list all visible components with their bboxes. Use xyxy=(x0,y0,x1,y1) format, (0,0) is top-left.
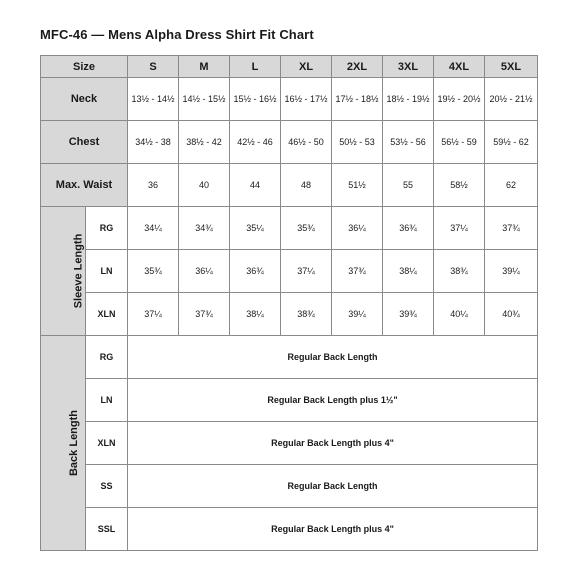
neck-value: 19½ - 20½ xyxy=(434,78,485,121)
size-header-m: M xyxy=(179,56,230,78)
waist-value: 40 xyxy=(179,164,230,207)
sleeve-sub-label: LN xyxy=(86,250,128,293)
chest-label: Chest xyxy=(41,121,128,164)
sleeve-value: 35¼ xyxy=(230,207,281,250)
sleeve-value: 39¼ xyxy=(485,250,538,293)
sleeve-value: 34¼ xyxy=(128,207,179,250)
neck-value: 20½ - 21½ xyxy=(485,78,538,121)
size-header-4xl: 4XL xyxy=(434,56,485,78)
chart-title: MFC-46 — Mens Alpha Dress Shirt Fit Chart xyxy=(40,27,314,42)
back-sub-label: RG xyxy=(86,336,128,379)
sleeve-value: 37¼ xyxy=(434,207,485,250)
size-header-2xl: 2XL xyxy=(332,56,383,78)
sleeve-value: 40¼ xyxy=(434,293,485,336)
waist-row xyxy=(41,164,538,207)
sleeve-length-label: Sleeve Length xyxy=(72,233,85,309)
back-sub-label: SSL xyxy=(86,508,128,551)
sleeve-value: 38¾ xyxy=(281,293,332,336)
sleeve-row-xln xyxy=(41,293,538,336)
neck-value: 16½ - 17½ xyxy=(281,78,332,121)
neck-value: 15½ - 16½ xyxy=(230,78,281,121)
size-header-row xyxy=(41,56,538,78)
waist-value: 48 xyxy=(281,164,332,207)
sleeve-value: 37¾ xyxy=(179,293,230,336)
size-header-3xl: 3XL xyxy=(383,56,434,78)
sleeve-value: 40¾ xyxy=(485,293,538,336)
neck-value: 17½ - 18½ xyxy=(332,78,383,121)
size-header-5xl: 5XL xyxy=(485,56,538,78)
sleeve-value: 38¾ xyxy=(434,250,485,293)
back-length-group-label xyxy=(41,336,86,551)
back-row-xln xyxy=(41,422,538,465)
sleeve-value: 39¼ xyxy=(332,293,383,336)
waist-value: 51½ xyxy=(332,164,383,207)
waist-value: 58½ xyxy=(434,164,485,207)
sleeve-value: 34¾ xyxy=(179,207,230,250)
size-header-s: S xyxy=(128,56,179,78)
waist-label: Max. Waist xyxy=(41,164,128,207)
back-length-label: Back Length xyxy=(68,409,81,477)
sleeve-sub-label: RG xyxy=(86,207,128,250)
back-sub-label: SS xyxy=(86,465,128,508)
waist-value: 55 xyxy=(383,164,434,207)
chest-value: 59½ - 62 xyxy=(485,121,538,164)
sleeve-value: 36¾ xyxy=(230,250,281,293)
neck-value: 14½ - 15½ xyxy=(179,78,230,121)
chest-row xyxy=(41,121,538,164)
sleeve-value: 36¾ xyxy=(383,207,434,250)
sleeve-sub-label: XLN xyxy=(86,293,128,336)
chest-value: 46½ - 50 xyxy=(281,121,332,164)
neck-value: 13½ - 14½ xyxy=(128,78,179,121)
back-row-ln xyxy=(41,379,538,422)
back-length-value: Regular Back Length xyxy=(128,465,538,508)
sleeve-value: 37¼ xyxy=(281,250,332,293)
back-sub-label: LN xyxy=(86,379,128,422)
neck-row xyxy=(41,78,538,121)
chest-value: 42½ - 46 xyxy=(230,121,281,164)
back-sub-label: XLN xyxy=(86,422,128,465)
chest-value: 34½ - 38 xyxy=(128,121,179,164)
sleeve-value: 37¾ xyxy=(485,207,538,250)
back-row-ss xyxy=(41,465,538,508)
neck-label: Neck xyxy=(41,78,128,121)
chest-value: 50½ - 53 xyxy=(332,121,383,164)
fit-chart-table xyxy=(40,55,538,551)
sleeve-value: 38¼ xyxy=(230,293,281,336)
chest-value: 56½ - 59 xyxy=(434,121,485,164)
back-length-value: Regular Back Length plus 4" xyxy=(128,508,538,551)
waist-value: 36 xyxy=(128,164,179,207)
sleeve-length-group-label xyxy=(41,207,86,336)
sleeve-value: 37¼ xyxy=(128,293,179,336)
sleeve-value: 38¼ xyxy=(383,250,434,293)
sleeve-row-ln xyxy=(41,250,538,293)
back-row-rg xyxy=(41,336,538,379)
sleeve-value: 36¼ xyxy=(332,207,383,250)
sleeve-value: 39¾ xyxy=(383,293,434,336)
back-length-value: Regular Back Length plus 1½" xyxy=(128,379,538,422)
sleeve-value: 35¾ xyxy=(128,250,179,293)
back-length-value: Regular Back Length plus 4" xyxy=(128,422,538,465)
size-header-l: L xyxy=(230,56,281,78)
waist-value: 44 xyxy=(230,164,281,207)
neck-value: 18½ - 19½ xyxy=(383,78,434,121)
back-row-ssl xyxy=(41,508,538,551)
chest-value: 53½ - 56 xyxy=(383,121,434,164)
sleeve-row-rg xyxy=(41,207,538,250)
chest-value: 38½ - 42 xyxy=(179,121,230,164)
sleeve-value: 35¾ xyxy=(281,207,332,250)
size-header-label: Size xyxy=(41,56,128,78)
sleeve-value: 36¼ xyxy=(179,250,230,293)
size-header-xl: XL xyxy=(281,56,332,78)
waist-value: 62 xyxy=(485,164,538,207)
back-length-value: Regular Back Length xyxy=(128,336,538,379)
sleeve-value: 37¾ xyxy=(332,250,383,293)
